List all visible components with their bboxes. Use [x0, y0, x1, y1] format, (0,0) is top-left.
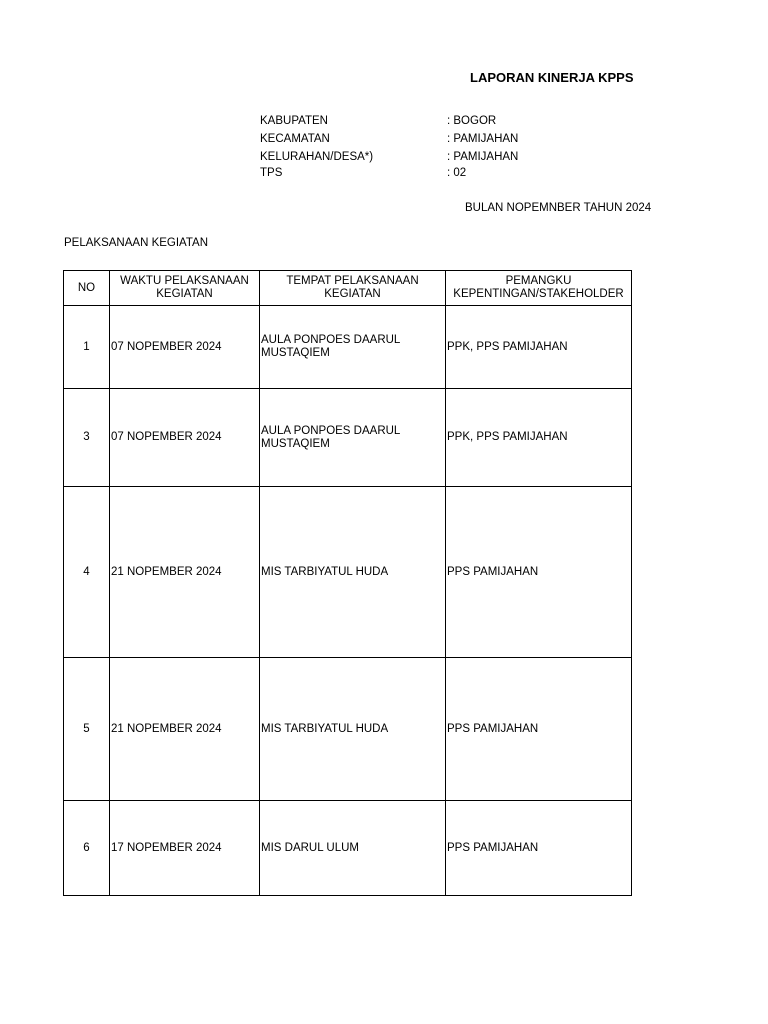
row-no: 5	[64, 658, 110, 801]
table-row	[64, 801, 632, 896]
row-no: 6	[64, 801, 110, 896]
row-tempat: MIS TARBIYATUL HUDA	[260, 487, 446, 658]
row-waktu: 21 NOPEMBER 2024	[110, 487, 260, 658]
row-waktu: 21 NOPEMBER 2024	[110, 658, 260, 801]
row-no: 3	[64, 389, 110, 487]
report-period: BULAN NOPEMNBER TAHUN 2024	[465, 202, 652, 214]
row-waktu: 07 NOPEMBER 2024	[110, 389, 260, 487]
header-tempat: TEMPAT PELAKSANAAN KEGIATAN	[260, 271, 446, 306]
report-title: LAPORAN KINERJA KPPS	[470, 70, 634, 85]
meta-label-kelurahan: KELURAHAN/DESA*)	[260, 151, 374, 163]
row-pemangku: PPS PAMIJAHAN	[446, 487, 632, 658]
row-tempat: MIS TARBIYATUL HUDA	[260, 658, 446, 801]
row-waktu: 17 NOPEMBER 2024	[110, 801, 260, 896]
row-no: 4	[64, 487, 110, 658]
row-tempat: AULA PONPOES DAARUL MUSTAQIEM	[260, 389, 446, 487]
row-pemangku: PPS PAMIJAHAN	[446, 658, 632, 801]
meta-label-kecamatan: KECAMATAN	[260, 133, 330, 145]
header-waktu: WAKTU PELAKSANAAN KEGIATAN	[110, 271, 260, 306]
row-tempat: MIS DARUL ULUM	[260, 801, 446, 896]
table-row	[64, 487, 632, 658]
row-pemangku: PPK, PPS PAMIJAHAN	[446, 306, 632, 389]
table-row	[64, 306, 632, 389]
table-row	[64, 658, 632, 801]
header-pemangku: PEMANGKU KEPENTINGAN/STAKEHOLDER	[446, 271, 632, 306]
row-tempat: AULA PONPOES DAARUL MUSTAQIEM	[260, 306, 446, 389]
meta-value-kecamatan: : PAMIJAHAN	[447, 133, 519, 145]
meta-value-tps: : 02	[447, 167, 467, 179]
meta-label-tps: TPS	[260, 167, 283, 179]
table-header-row	[64, 271, 632, 306]
section-title: PELAKSANAAN KEGIATAN	[64, 237, 209, 249]
kegiatan-table	[63, 270, 632, 896]
table-row	[64, 389, 632, 487]
header-no: NO	[64, 271, 110, 306]
row-pemangku: PPK, PPS PAMIJAHAN	[446, 389, 632, 487]
meta-label-kabupaten: KABUPATEN	[260, 115, 328, 127]
meta-value-kelurahan: : PAMIJAHAN	[447, 151, 519, 163]
meta-value-kabupaten: : BOGOR	[447, 115, 497, 127]
row-pemangku: PPS PAMIJAHAN	[446, 801, 632, 896]
row-waktu: 07 NOPEMBER 2024	[110, 306, 260, 389]
row-no: 1	[64, 306, 110, 389]
